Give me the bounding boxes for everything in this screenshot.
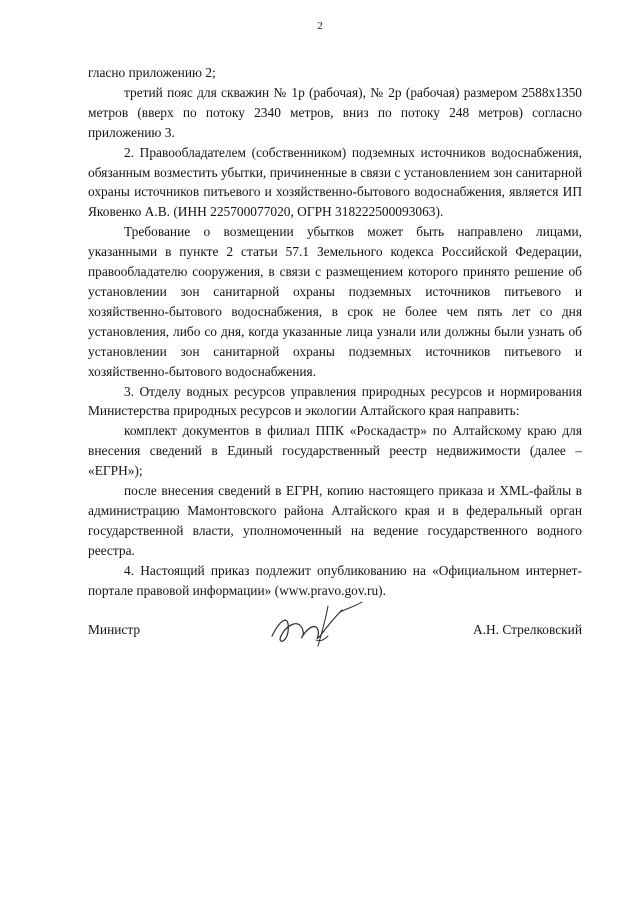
paragraph-item-3-docs: комплект документов в филиал ППК «Роскадастр» по Алтайскому краю для внесения сведений в Единый государственный реестр недвижимости (далее – «ЕГРН»);	[88, 423, 582, 479]
paragraph-compensation-claim: Требование о возмещении убытков может быть направлено лицами, указанными в пункте 2 статьи 57.1 Земельного кодекса Российской Федерации, правообладателю сооружения, в связи с размещением которого принято решение об установлении зон санитарной охраны подземных источников питьевого и хозяйственно-бытового водоснабжения, в срок не более чем пять лет со дня установления, либо со дня, когда указанные лица узнали или должны были узнать об установлении зон санитарной охраны подземных источников питьевого и хозяйственно-бытового водоснабжения.	[88, 224, 582, 379]
paragraph-third-zone: третий пояс для скважин № 1р (рабочая), № 2р (рабочая) размером 2588x1350 метров (вверх по потоку 2340 метров, вниз по потоку 248 метров) согласно приложению 3.	[88, 84, 582, 140]
page-number: 2	[317, 20, 323, 32]
document-body	[88, 63, 582, 600]
signatory-position: Министр	[88, 622, 141, 637]
signatory-name: А.Н. Стрелковский	[472, 622, 582, 637]
paragraph-item-2: 2. Правообладателем (собственником) подземных источников водоснабжения, обязанным возместить убытки, причиненные в связи с установлением зон санитарной охраны источников питьевого и хозяйственно-бытового водоснабжения, является ИП Яковенко А.В. (ИНН 225700077020, ОГРН 318222500093063).	[88, 144, 582, 220]
paragraph-item-3: 3. Отделу водных ресурсов управления природных ресурсов и нормирования Министерства природных ресурсов и экологии Алтайского края направить:	[88, 383, 582, 419]
handwritten-signature	[258, 598, 378, 658]
paragraph-item-3-xml: после внесения сведений в ЕГРН, копию настоящего приказа и XML-файлы в администрацию Мамонтовского района Алтайского края и в федеральный орган государственной власти, уполномоченный на ведение государственного водного реестра.	[88, 483, 582, 558]
paragraph-item-4: 4. Настоящий приказ подлежит опубликованию на «Официальном интернет-портале правовой информации» (www.pravo.gov.ru).	[88, 562, 582, 598]
paragraph-continuation: гласно приложению 2;	[88, 65, 216, 80]
